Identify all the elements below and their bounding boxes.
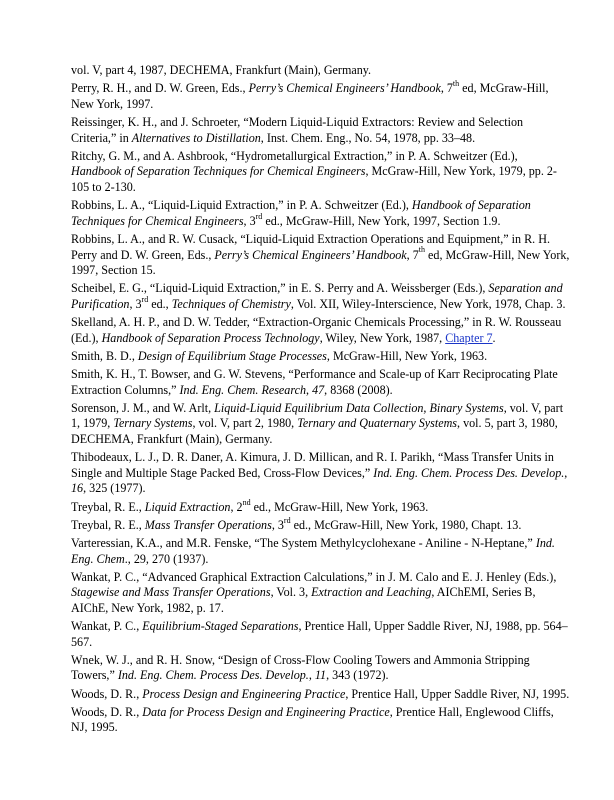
reference-text: ed., McGraw-Hill, New York, 1997, Section 1.9. — [262, 213, 501, 228]
reference-italic-text: Stagewise and Mass Transfer Operations — [71, 585, 271, 600]
reference-italic-text: Alternatives to Distillation — [131, 130, 261, 145]
ordinal-superscript: th — [452, 79, 460, 89]
reference-italic-text: Liquid Extraction — [144, 499, 231, 514]
reference-text: ed, McGraw-Hill, New York, 1997. — [71, 81, 549, 111]
reference-text: Varteressian, K.A., and M.R. Fenske, “The System Methylcyclohexane - Aniline - N-Heptane,” — [71, 535, 536, 550]
reference-text: , 8368 (2008). — [324, 382, 393, 397]
reference-text: ed, McGraw-Hill, New York, 1997, Section 15. — [71, 247, 570, 278]
reference-entry — [71, 281, 571, 312]
reference-entry — [71, 450, 571, 497]
reference-text: , Wiley, New York, 1987, — [319, 330, 446, 345]
reference-text: vol. V, part 4, 1987, DECHEMA, Frankfurt (Main), Germany. — [71, 63, 372, 77]
reference-text: Robbins, L. A., and R. W. Cusack, “Liquid-Liquid Extraction Operations and Equipment,” in R. H. Perry and D. W. Green, Eds., — [71, 231, 550, 262]
reference-text: , Prentice Hall, Englewood Cliffs, NJ, 1995. — [71, 704, 554, 735]
reference-entry — [71, 367, 571, 398]
reference-italic-text: Handbook of Separation Techniques for Chemical Engineers — [71, 198, 531, 228]
reference-italic-text: Ind. Eng. Chem. Research — [179, 382, 307, 397]
reference-entry — [71, 687, 571, 703]
reference-italic-text: Ind. Eng. Chem — [71, 535, 555, 566]
chapter-link[interactable]: Chapter 7 — [445, 330, 493, 345]
reference-italic-text: Ind. Eng. Chem. Process Des. Develop. — [373, 465, 565, 480]
ordinal-superscript: nd — [242, 497, 251, 507]
reference-entry — [71, 232, 571, 279]
reference-text: , Inst. Chem. Eng., No. 54, 1978, pp. 33–48. — [260, 130, 476, 145]
reference-text: , 3 — [271, 517, 284, 532]
reference-entry — [71, 619, 571, 650]
reference-text: , — [308, 668, 315, 683]
reference-text: , AIChEMI, Series B, AIChE, New York, 1982, p. 17. — [71, 585, 536, 615]
reference-entry — [71, 536, 571, 567]
reference-text: , Prentice Hall, Upper Saddle River, NJ, 1988, pp. 564–567. — [71, 619, 568, 649]
reference-text: , McGraw-Hill, New York, 1979, pp. 2-105 to 2-130. — [71, 164, 557, 194]
reference-text: , vol. V, part 1, 1979, — [71, 400, 564, 431]
reference-text: Reissinger, K. H., and J. Schroeter, “Modern Liquid-Liquid Extractors: Review and Selection Criteria,” in — [71, 114, 524, 145]
reference-italic-text: Handbook of Separation Process Technology — [101, 330, 320, 345]
reference-text: , Vol. 3, — [270, 585, 312, 600]
reference-italic-text: Separation and Purification — [71, 281, 563, 311]
reference-text: Thibodeaux, L. J., D. R. Daner, A. Kimura, J. D. Millican, and R. I. Parikh, “Mass Transfer Units in Single and Multiple Stage Packed Bed, Cross-Flow Devices,” — [71, 450, 554, 480]
ordinal-superscript: th — [418, 245, 425, 255]
reference-text: ed., McGraw-Hill, New York, 1980, Chapt. 13. — [290, 517, 522, 532]
reference-italic-text: Perry’s Chemical Engineers’ Handbook — [214, 247, 407, 262]
reference-text: , 7 — [406, 247, 419, 262]
reference-entry — [71, 705, 571, 736]
reference-text: Wankat, P. C., “Advanced Graphical Extraction Calculations,” in J. M. Calo and E. J. Henley (Eds.), — [71, 569, 557, 584]
reference-text: ed., McGraw-Hill, New York, 1963. — [250, 499, 429, 514]
reference-italic-text: 47 — [312, 382, 325, 397]
reference-list — [71, 63, 571, 739]
reference-text: Perry, R. H., and D. W. Green, Eds., — [71, 81, 249, 96]
reference-italic-text: Equilibrium-Staged Separations — [142, 619, 299, 634]
reference-italic-text: Perry’s Chemical Engineers’ Handbook — [248, 81, 441, 96]
reference-italic-text: Ternary Systems — [113, 416, 193, 431]
reference-text: Scheibel, E. G., “Liquid-Liquid Extraction,” in E. S. Perry and A. Weissberger (Eds.), — [71, 281, 489, 296]
reference-text: , — [306, 382, 313, 397]
reference-text: Treybal, R. E., — [71, 499, 145, 514]
reference-text: Smith, K. H., T. Bowser, and G. W. Stevens, “Performance and Scale-up of Karr Reciprocating Plate Extraction Columns,” — [71, 367, 558, 397]
reference-text: , 2 — [230, 499, 243, 514]
reference-entry — [71, 570, 571, 617]
ordinal-superscript: rd — [141, 294, 149, 304]
reference-text: Skelland, A. H. P., and D. W. Tedder, “Extraction-Organic Chemicals Processing,” in R. W. Rousseau (Ed.), — [71, 315, 562, 345]
reference-italic-text: Design of Equilibrium Stage Processes — [137, 348, 327, 363]
reference-text: Sorenson, J. M., and W. Arlt, — [71, 400, 215, 415]
reference-text: , 3 — [243, 213, 256, 228]
reference-entry — [71, 515, 571, 534]
reference-italic-text: Liquid-Liquid Equilibrium Data Collection, Binary Systems — [214, 400, 504, 415]
reference-entry — [71, 315, 571, 346]
reference-entry — [71, 198, 571, 229]
reference-text: , McGraw-Hill, New York, 1963. — [326, 348, 488, 363]
reference-entry — [71, 149, 571, 196]
reference-text: , Vol. XII, Wiley-Interscience, New York, 1978, Chap. 3. — [290, 296, 566, 311]
reference-text: . — [492, 330, 496, 345]
reference-text: , vol. V, part 2, 1980, — [192, 416, 298, 431]
reference-italic-text: Process Design and Engineering Practice — [142, 686, 346, 701]
reference-text: Treybal, R. E., — [71, 517, 145, 532]
reference-italic-text: Techniques of Chemistry — [171, 296, 291, 311]
reference-text: Wnek, W. J., and R. H. Snow, “Design of Cross-Flow Cooling Towers and Ammonia Stripping Towers,” — [71, 652, 530, 683]
reference-italic-text: 16 — [71, 481, 84, 496]
reference-italic-text: Ternary and Quaternary Systems — [297, 416, 458, 431]
reference-entry — [71, 401, 571, 448]
reference-italic-text: Extraction and Leaching — [311, 585, 432, 600]
reference-text: ., 29, 270 (1937). — [124, 551, 209, 566]
reference-entry — [71, 63, 571, 79]
reference-italic-text: Mass Transfer Operations — [144, 517, 272, 532]
reference-entry — [71, 349, 571, 365]
reference-text: Robbins, L. A., “Liquid-Liquid Extraction,” in P. A. Schweitzer (Ed.), — [71, 198, 412, 213]
reference-text: Woods, D. R., — [71, 686, 143, 701]
reference-text: , vol. 5, part 3, 1980, DECHEMA, Frankfurt (Main), Germany. — [71, 416, 558, 446]
reference-text: , 343 (1972). — [326, 668, 389, 683]
reference-text: , Prentice Hall, Upper Saddle River, NJ, 1995. — [345, 686, 570, 701]
reference-italic-text: Handbook of Separation Techniques for Chemical Engineers — [71, 164, 366, 179]
reference-entry — [71, 115, 571, 146]
reference-text: , — [564, 465, 568, 480]
ordinal-superscript: rd — [255, 211, 263, 221]
reference-text: Wankat, P. C., — [71, 619, 143, 634]
reference-italic-text: Data for Process Design and Engineering Practice — [142, 704, 390, 719]
ordinal-superscript: rd — [283, 515, 291, 525]
reference-text: Ritchy, G. M., and A. Ashbrook, “Hydrometallurgical Extraction,” in P. A. Schweitzer (Ed.), — [71, 148, 518, 163]
reference-italic-text: Ind. Eng. Chem. Process Des. Develop. — [117, 668, 309, 683]
reference-italic-text: 11 — [314, 668, 327, 683]
reference-text: Smith, B. D., — [71, 348, 138, 363]
reference-entry — [71, 653, 571, 684]
reference-entry — [71, 497, 571, 516]
reference-text: , 7 — [440, 81, 453, 96]
reference-text: ed., — [148, 296, 172, 311]
reference-text: , 3 — [129, 296, 142, 311]
reference-text: Woods, D. R., — [71, 704, 143, 719]
reference-text: , 325 (1977). — [83, 481, 146, 496]
reference-entry — [71, 81, 571, 112]
